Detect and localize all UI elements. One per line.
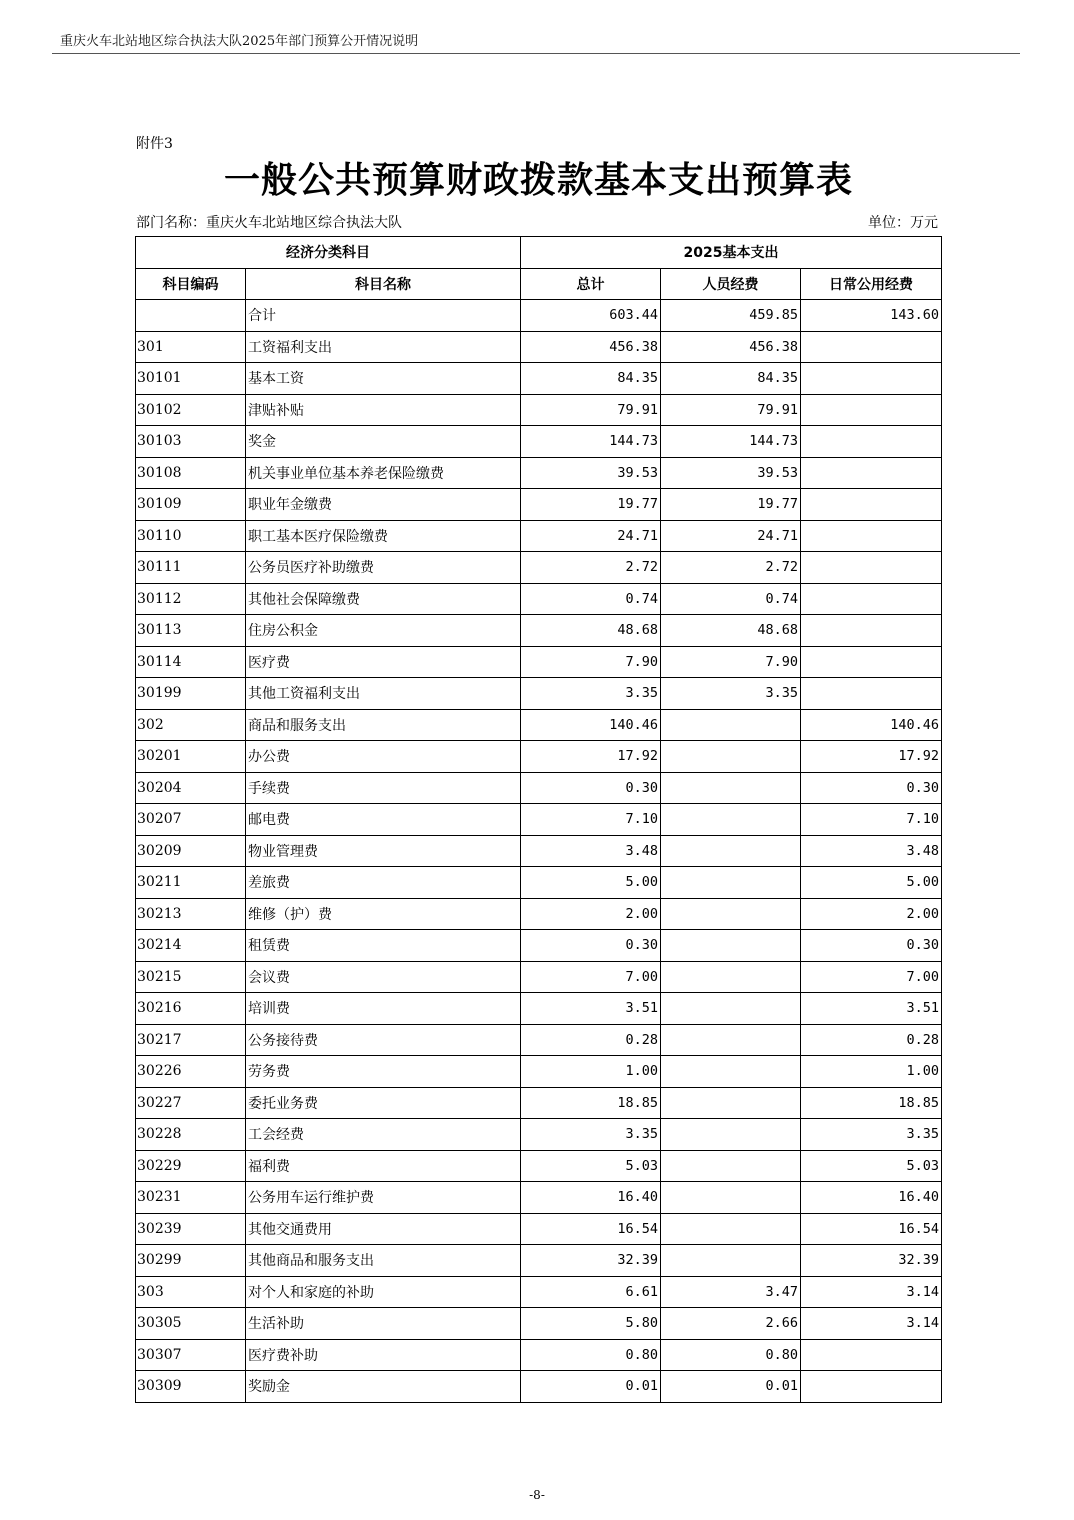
cell-total: 456.38 (521, 331, 661, 363)
cell-code: 30110 (136, 520, 246, 552)
cell-code: 30108 (136, 457, 246, 489)
cell-public (801, 583, 942, 615)
cell-name: 其他商品和服务支出 (246, 1245, 521, 1277)
cell-public (801, 457, 942, 489)
column-header-code: 科目编码 (136, 268, 246, 300)
cell-code: 30114 (136, 646, 246, 678)
cell-public: 16.40 (801, 1182, 942, 1214)
cell-name: 公务接待费 (246, 1024, 521, 1056)
cell-name: 委托业务费 (246, 1087, 521, 1119)
cell-name: 租赁费 (246, 930, 521, 962)
cell-personnel: 3.47 (661, 1276, 801, 1308)
cell-name: 医疗费 (246, 646, 521, 678)
cell-code: 30231 (136, 1182, 246, 1214)
cell-code: 30217 (136, 1024, 246, 1056)
table-row (136, 741, 942, 773)
cell-total: 18.85 (521, 1087, 661, 1119)
cell-public (801, 1371, 942, 1403)
cell-code: 30228 (136, 1119, 246, 1151)
page-title: 一般公共预算财政拨款基本支出预算表 (223, 159, 853, 201)
basic-expense-header: 2025基本支出 (521, 237, 942, 269)
cell-public: 32.39 (801, 1245, 942, 1277)
cell-personnel (661, 1245, 801, 1277)
table-row (136, 1119, 942, 1151)
cell-public: 143.60 (801, 300, 942, 332)
cell-public (801, 615, 942, 647)
cell-total: 0.28 (521, 1024, 661, 1056)
cell-public (801, 426, 942, 458)
cell-personnel (661, 1213, 801, 1245)
cell-name: 劳务费 (246, 1056, 521, 1088)
table-row (136, 1276, 942, 1308)
cell-total: 84.35 (521, 363, 661, 395)
cell-personnel: 144.73 (661, 426, 801, 458)
cell-personnel (661, 993, 801, 1025)
cell-code: 302 (136, 709, 246, 741)
cell-code: 30239 (136, 1213, 246, 1245)
cell-public (801, 394, 942, 426)
cell-total: 144.73 (521, 426, 661, 458)
cell-total: 16.40 (521, 1182, 661, 1214)
table-row (136, 394, 942, 426)
table-row (136, 961, 942, 993)
cell-public: 0.30 (801, 772, 942, 804)
cell-code: 30214 (136, 930, 246, 962)
cell-public: 1.00 (801, 1056, 942, 1088)
cell-personnel: 459.85 (661, 300, 801, 332)
cell-personnel (661, 1182, 801, 1214)
cell-name: 培训费 (246, 993, 521, 1025)
cell-personnel (661, 1087, 801, 1119)
cell-code: 30113 (136, 615, 246, 647)
cell-public: 2.00 (801, 898, 942, 930)
cell-name: 津贴补贴 (246, 394, 521, 426)
cell-public: 0.28 (801, 1024, 942, 1056)
cell-name: 合计 (246, 300, 521, 332)
cell-name: 住房公积金 (246, 615, 521, 647)
cell-code: 30211 (136, 867, 246, 899)
cell-personnel (661, 1056, 801, 1088)
cell-code: 30226 (136, 1056, 246, 1088)
cell-personnel (661, 835, 801, 867)
cell-personnel: 84.35 (661, 363, 801, 395)
cell-total: 3.51 (521, 993, 661, 1025)
attachment-label: 附件3 (136, 136, 173, 152)
table-row (136, 615, 942, 647)
table-row (136, 300, 942, 332)
department-label: 部门名称：重庆火车北站地区综合执法大队 (136, 215, 402, 231)
cell-name: 物业管理费 (246, 835, 521, 867)
table-row (136, 457, 942, 489)
cell-name: 福利费 (246, 1150, 521, 1182)
cell-total: 2.72 (521, 552, 661, 584)
cell-public: 3.35 (801, 1119, 942, 1151)
cell-public (801, 489, 942, 521)
cell-public: 17.92 (801, 741, 942, 773)
cell-code: 30199 (136, 678, 246, 710)
table-row (136, 1056, 942, 1088)
cell-public (801, 552, 942, 584)
cell-public: 140.46 (801, 709, 942, 741)
table-row (136, 1213, 942, 1245)
cell-code: 30204 (136, 772, 246, 804)
cell-total: 5.80 (521, 1308, 661, 1340)
table-row (136, 993, 942, 1025)
cell-personnel: 19.77 (661, 489, 801, 521)
cell-personnel (661, 1150, 801, 1182)
column-header-name: 科目名称 (246, 268, 521, 300)
cell-total: 0.30 (521, 930, 661, 962)
cell-code: 30209 (136, 835, 246, 867)
cell-code: 30103 (136, 426, 246, 458)
cell-code: 30305 (136, 1308, 246, 1340)
cell-name: 商品和服务支出 (246, 709, 521, 741)
cell-public (801, 678, 942, 710)
cell-name: 生活补助 (246, 1308, 521, 1340)
table-column-header-row (136, 268, 942, 300)
cell-personnel: 24.71 (661, 520, 801, 552)
cell-code: 30299 (136, 1245, 246, 1277)
header-divider (52, 53, 1020, 54)
table-row (136, 1339, 942, 1371)
table-row (136, 583, 942, 615)
table-group-header-row (136, 237, 942, 269)
cell-total: 7.00 (521, 961, 661, 993)
cell-total: 16.54 (521, 1213, 661, 1245)
cell-name: 其他社会保障缴费 (246, 583, 521, 615)
table-row (136, 1087, 942, 1119)
table-row (136, 1245, 942, 1277)
cell-personnel: 3.35 (661, 678, 801, 710)
cell-name: 医疗费补助 (246, 1339, 521, 1371)
cell-code: 30201 (136, 741, 246, 773)
table-row (136, 930, 942, 962)
cell-name: 职工基本医疗保险缴费 (246, 520, 521, 552)
cell-total: 0.80 (521, 1339, 661, 1371)
table-row (136, 898, 942, 930)
cell-name: 会议费 (246, 961, 521, 993)
cell-total: 17.92 (521, 741, 661, 773)
cell-public: 5.00 (801, 867, 942, 899)
cell-personnel: 79.91 (661, 394, 801, 426)
cell-code: 30307 (136, 1339, 246, 1371)
cell-name: 工会经费 (246, 1119, 521, 1151)
table-row (136, 835, 942, 867)
cell-public: 3.14 (801, 1308, 942, 1340)
cell-code: 30215 (136, 961, 246, 993)
cell-name: 手续费 (246, 772, 521, 804)
cell-personnel: 39.53 (661, 457, 801, 489)
column-header-total: 总计 (521, 268, 661, 300)
table-row (136, 772, 942, 804)
cell-personnel (661, 961, 801, 993)
cell-total: 0.74 (521, 583, 661, 615)
cell-name: 奖励金 (246, 1371, 521, 1403)
cell-name: 邮电费 (246, 804, 521, 836)
page-number: -8- (529, 1488, 545, 1502)
table-row (136, 426, 942, 458)
cell-personnel: 2.66 (661, 1308, 801, 1340)
table-row (136, 678, 942, 710)
cell-public: 3.48 (801, 835, 942, 867)
cell-code: 303 (136, 1276, 246, 1308)
cell-code: 30229 (136, 1150, 246, 1182)
table-row (136, 1182, 942, 1214)
table-row (136, 1150, 942, 1182)
cell-code: 301 (136, 331, 246, 363)
cell-name: 工资福利支出 (246, 331, 521, 363)
cell-total: 5.00 (521, 867, 661, 899)
cell-code (136, 300, 246, 332)
table-row (136, 646, 942, 678)
cell-total: 48.68 (521, 615, 661, 647)
cell-code: 30109 (136, 489, 246, 521)
cell-total: 0.30 (521, 772, 661, 804)
cell-total: 39.53 (521, 457, 661, 489)
cell-public: 7.10 (801, 804, 942, 836)
cell-total: 7.10 (521, 804, 661, 836)
table-row (136, 1308, 942, 1340)
cell-total: 32.39 (521, 1245, 661, 1277)
cell-total: 19.77 (521, 489, 661, 521)
cell-code: 30207 (136, 804, 246, 836)
unit-label: 单位：万元 (868, 215, 938, 231)
running-header: 重庆火车北站地区综合执法大队2025年部门预算公开情况说明 (60, 34, 419, 49)
cell-public: 7.00 (801, 961, 942, 993)
cell-total: 79.91 (521, 394, 661, 426)
cell-personnel: 0.74 (661, 583, 801, 615)
cell-code: 30309 (136, 1371, 246, 1403)
table-row (136, 363, 942, 395)
cell-personnel (661, 1024, 801, 1056)
cell-personnel (661, 930, 801, 962)
cell-public (801, 520, 942, 552)
cell-code: 30111 (136, 552, 246, 584)
cell-name: 维修（护）费 (246, 898, 521, 930)
cell-public: 18.85 (801, 1087, 942, 1119)
cell-public: 3.14 (801, 1276, 942, 1308)
table-row (136, 1371, 942, 1403)
cell-personnel: 456.38 (661, 331, 801, 363)
cell-personnel: 2.72 (661, 552, 801, 584)
cell-total: 603.44 (521, 300, 661, 332)
cell-name: 机关事业单位基本养老保险缴费 (246, 457, 521, 489)
cell-public: 0.30 (801, 930, 942, 962)
table-row (136, 1024, 942, 1056)
cell-name: 对个人和家庭的补助 (246, 1276, 521, 1308)
cell-personnel (661, 867, 801, 899)
column-header-personnel: 人员经费 (661, 268, 801, 300)
cell-name: 办公费 (246, 741, 521, 773)
table-row (136, 552, 942, 584)
cell-name: 公务员医疗补助缴费 (246, 552, 521, 584)
cell-name: 基本工资 (246, 363, 521, 395)
cell-personnel (661, 709, 801, 741)
cell-personnel (661, 1119, 801, 1151)
cell-total: 3.35 (521, 678, 661, 710)
cell-personnel: 0.01 (661, 1371, 801, 1403)
cell-public (801, 331, 942, 363)
cell-public (801, 646, 942, 678)
economic-classification-header: 经济分类科目 (136, 237, 521, 269)
cell-total: 24.71 (521, 520, 661, 552)
table-row (136, 331, 942, 363)
column-header-public: 日常公用经费 (801, 268, 942, 300)
cell-code: 30227 (136, 1087, 246, 1119)
cell-total: 140.46 (521, 709, 661, 741)
cell-total: 3.48 (521, 835, 661, 867)
cell-total: 3.35 (521, 1119, 661, 1151)
cell-public: 3.51 (801, 993, 942, 1025)
cell-personnel (661, 804, 801, 836)
cell-public (801, 363, 942, 395)
cell-public: 16.54 (801, 1213, 942, 1245)
cell-total: 6.61 (521, 1276, 661, 1308)
cell-public (801, 1339, 942, 1371)
table-row (136, 867, 942, 899)
cell-code: 30102 (136, 394, 246, 426)
cell-code: 30213 (136, 898, 246, 930)
table-row (136, 520, 942, 552)
cell-total: 5.03 (521, 1150, 661, 1182)
cell-personnel: 7.90 (661, 646, 801, 678)
cell-name: 其他交通费用 (246, 1213, 521, 1245)
table-row (136, 709, 942, 741)
cell-code: 30101 (136, 363, 246, 395)
cell-personnel (661, 741, 801, 773)
cell-name: 奖金 (246, 426, 521, 458)
cell-total: 0.01 (521, 1371, 661, 1403)
table-row (136, 489, 942, 521)
budget-table-body (136, 300, 942, 1403)
cell-code: 30216 (136, 993, 246, 1025)
cell-total: 1.00 (521, 1056, 661, 1088)
cell-name: 差旅费 (246, 867, 521, 899)
cell-personnel (661, 772, 801, 804)
cell-total: 2.00 (521, 898, 661, 930)
cell-personnel: 0.80 (661, 1339, 801, 1371)
cell-personnel (661, 898, 801, 930)
cell-name: 其他工资福利支出 (246, 678, 521, 710)
cell-name: 职业年金缴费 (246, 489, 521, 521)
table-row (136, 804, 942, 836)
cell-total: 7.90 (521, 646, 661, 678)
budget-table (135, 236, 942, 1403)
cell-public: 5.03 (801, 1150, 942, 1182)
cell-personnel: 48.68 (661, 615, 801, 647)
cell-code: 30112 (136, 583, 246, 615)
cell-name: 公务用车运行维护费 (246, 1182, 521, 1214)
